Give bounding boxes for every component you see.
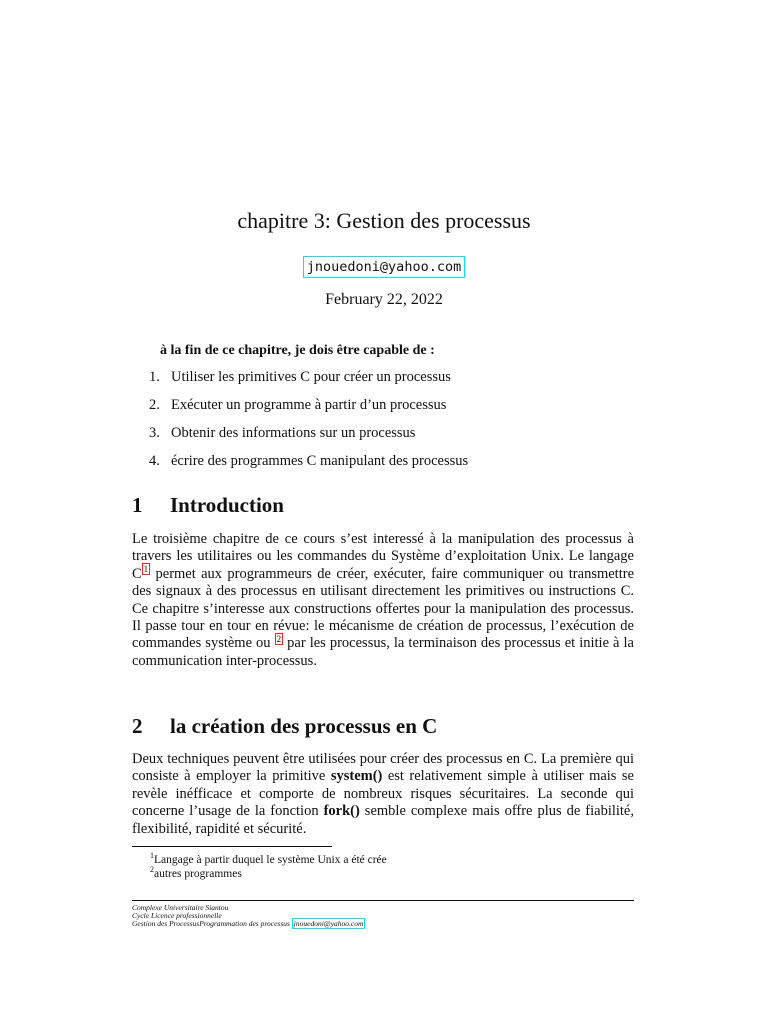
- paragraph-text: Le troisième chapitre de ce cours s’est interessé à la manipulation des processus à travers les utilitaires ou les commandes du Système d’exploitation Unix. Le langage C: [132, 531, 634, 582]
- footnote-ref-1-link[interactable]: 1: [143, 563, 149, 574]
- objective-text: écrire des programmes C manipulant des processus: [171, 453, 469, 469]
- footnote-ref-2-link[interactable]: 2: [276, 633, 282, 644]
- section-title-text: la création des processus en C: [170, 714, 438, 738]
- paragraph-text: semble complexe mais offre plus de fiabilité, flexibilité, rapidité et sécurité.: [132, 803, 634, 837]
- footer-course-text: Gestion des ProcessusProgrammation des processus: [132, 919, 290, 928]
- footnote-divider: [132, 846, 332, 847]
- author-email-container: [0, 256, 768, 278]
- footer-email-link[interactable]: jnouedoni@yahoo.com: [293, 919, 364, 928]
- footnote-2: [150, 863, 242, 881]
- introduction-paragraph: [132, 531, 634, 670]
- creation-paragraph: [132, 751, 634, 838]
- section-number: 1: [132, 493, 143, 517]
- section-title-text: Introduction: [170, 493, 284, 517]
- author-email-link[interactable]: jnouedoni@yahoo.com: [303, 256, 465, 278]
- footer-divider: [132, 900, 634, 901]
- document-date: February 22, 2022: [325, 291, 443, 308]
- paragraph-text: permet aux programmeurs de créer, exécuter, faire communiquer ou transmettre des signaux à des processus en utilisant directement les primitives ou instructions C. Ce chapitre s’interesse aux constructions offertes pour la manipulation des processus. Il passe tour en tour en révue: le mécanisme de création de processus, l’exécution de commandes système ou: [132, 565, 634, 652]
- objective-text: Obtenir des informations sur un processus: [171, 425, 416, 441]
- objective-text: Utiliser les primitives C pour créer un processus: [171, 369, 451, 385]
- objective-number: 2.: [149, 397, 160, 413]
- footnote-text: Langage à partir duquel le système Unix a été crée: [154, 853, 387, 866]
- footnote-mark: 1: [150, 851, 154, 860]
- objective-item: [149, 422, 609, 444]
- paragraph-text: Deux techniques peuvent être utilisées pour créer des processus en C. La première qui consiste à employer la primitive: [132, 751, 634, 785]
- paragraph-text: par les processus, la terminaison des processus et initie à la communication inter-processus.: [132, 635, 634, 669]
- section-number: 2: [132, 714, 143, 738]
- paragraph-text: est relativement simple à utiliser mais se revèle inéfficace et comporte de nombreux risques sécuritaires. La seconde qui concerne l’usage de la fonction: [132, 768, 634, 820]
- objective-item: [149, 450, 609, 472]
- objective-item: [149, 394, 609, 416]
- objective-text: Exécuter un programme à partir d’un processus: [171, 397, 447, 413]
- footer-institution: Complexe Universitaire Siantou: [132, 903, 229, 912]
- document-title: chapitre 3: Gestion des processus: [237, 208, 531, 233]
- fork-function-name: fork(): [323, 803, 360, 820]
- system-function-name: system(): [330, 768, 383, 785]
- section-heading-creation: [132, 712, 437, 740]
- footnote-text: autres programmes: [154, 867, 242, 880]
- objectives-heading: à la fin de ce chapitre, je dois être capable de :: [160, 343, 435, 358]
- footnote-mark: 2: [150, 865, 154, 874]
- footer-program: Cycle Licence professionnelle: [132, 911, 222, 920]
- section-heading-introduction: [132, 491, 284, 519]
- objective-item: [149, 366, 609, 388]
- footer-course: [132, 920, 365, 929]
- objective-number: 3.: [149, 425, 160, 441]
- objective-number: 1.: [149, 369, 160, 385]
- objective-number: 4.: [149, 453, 160, 469]
